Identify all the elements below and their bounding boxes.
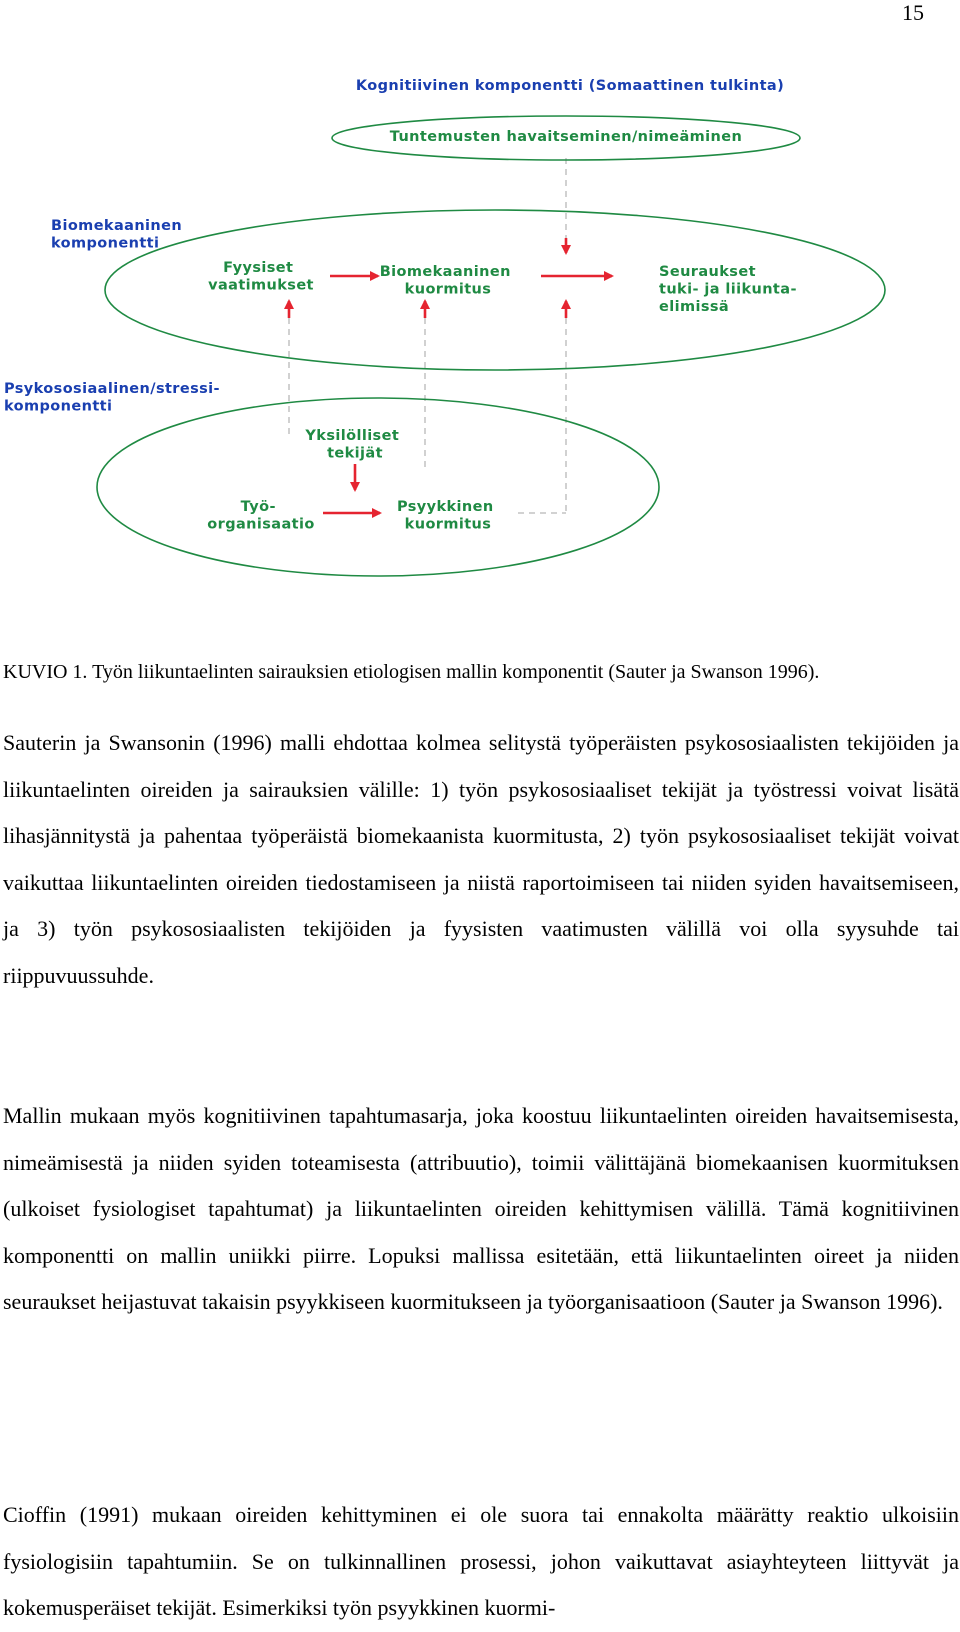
psychological-load-line-2: kuormitus: [404, 516, 492, 533]
consequences-line-1: Seuraukset: [659, 264, 756, 280]
figure-caption: KUVIO 1. Työn liikuntaelinten sairauksien etiologisen mallin komponentit (Sauter ja Swanson 1996).: [3, 661, 820, 683]
physical-demands-line-1: Fyysiset: [223, 260, 294, 276]
physical-demands-label: [208, 260, 314, 294]
paragraph-1: Sauterin ja Swansonin (1996) malli ehdottaa kolmea selitystä työperäisten psykososiaalisten tekijöiden ja liikuntaelinten oireiden ja sairauksien välille: 1) työn psykososiaaliset tekijät ja työstressi voivat lisätä lihasjännitystä ja pahentaa työperäistä biomekaanista kuormitusta, 2) työn psykososiaaliset tekijät voivat vaikuttaa liikuntaelinten oireiden tiedostamiseen ja niistä raportoimiseen tai niiden syiden havaitsemiseen, ja 3) työn psykososiaalisten tekijöiden ja fyysisten vaatimusten välillä voi olla syysuhde tai riippuvuussuhde.: [3, 730, 959, 988]
paragraph-2: Mallin mukaan myös kognitiivinen tapahtumasarja, joka koostuu liikuntaelinten oireiden havaitsemisesta, nimeämisestä ja niiden syiden toteamisesta (attribuutio), toimii välittäjänä biomekaanisen kuormituksen (ulkoiset fysiologiset tapahtumat) ja liikuntaelinten oireiden kehittymisen välillä. Tämä kognitiivinen komponentti on mallin uniikki piirre. Lopuksi mallissa esitetään, että liikuntaelinten oireet ja niiden seuraukset heijastuvat takaisin psyykkiseen kuormitukseen ja työorganisaatioon (Sauter ja Swanson 1996).: [3, 1103, 959, 1314]
paragraph-3: Cioffin (1991) mukaan oireiden kehittyminen ei ole suora tai ennakolta määrätty reaktio ulkoisiin fysiologisiin tapahtumiin. Se on tulkinnallinen prosessi, johon vaikuttavat asiayhteyteen liittyvät ja kokemusperäiset tekijät. Esimerkiksi työn psyykkinen kuormi-: [3, 1502, 959, 1620]
biomechanical-load-line-1: Biomekaaninen: [379, 264, 511, 280]
biomechanical-component-line-1: Biomekaaninen: [51, 218, 183, 234]
consequences-line-3: elimissä: [659, 299, 730, 315]
individual-factors-label: [304, 428, 404, 462]
consequences-line-2: tuki- ja liikunta-: [659, 281, 797, 298]
psychological-load-label: [397, 499, 499, 533]
etiology-model-diagram: [0, 0, 960, 640]
work-organization-label: [207, 499, 314, 533]
biomechanical-load-line-2: kuormitus: [404, 281, 492, 298]
psychosocial-component-line-1: Psykososiaalinen/stressi-: [4, 381, 220, 397]
cognitive-component-label: Kognitiivinen komponentti (Somaattinen tulkinta): [355, 78, 785, 94]
work-organization-line-2: organisaatio: [207, 516, 315, 533]
page-number: 15: [902, 0, 924, 25]
psychological-load-line-1: Psyykkinen: [396, 499, 494, 515]
physical-demands-line-2: vaatimukset: [208, 277, 314, 294]
work-organization-line-1: Työ-: [240, 499, 276, 515]
biomechanical-component-line-2: komponentti: [51, 235, 160, 252]
perception-ellipse-label: Tuntemusten havaitseminen/nimeäminen: [389, 129, 743, 145]
psychosocial-component-label: [4, 381, 225, 415]
consequences-label: [659, 264, 802, 315]
individual-factors-line-1: Yksilölliset: [305, 428, 400, 444]
individual-factors-line-2: tekijät: [327, 445, 383, 462]
psychosocial-component-line-2: komponentti: [4, 398, 113, 415]
biomechanical-load-label: [380, 264, 517, 298]
psychosocial-ellipse: [97, 398, 659, 576]
